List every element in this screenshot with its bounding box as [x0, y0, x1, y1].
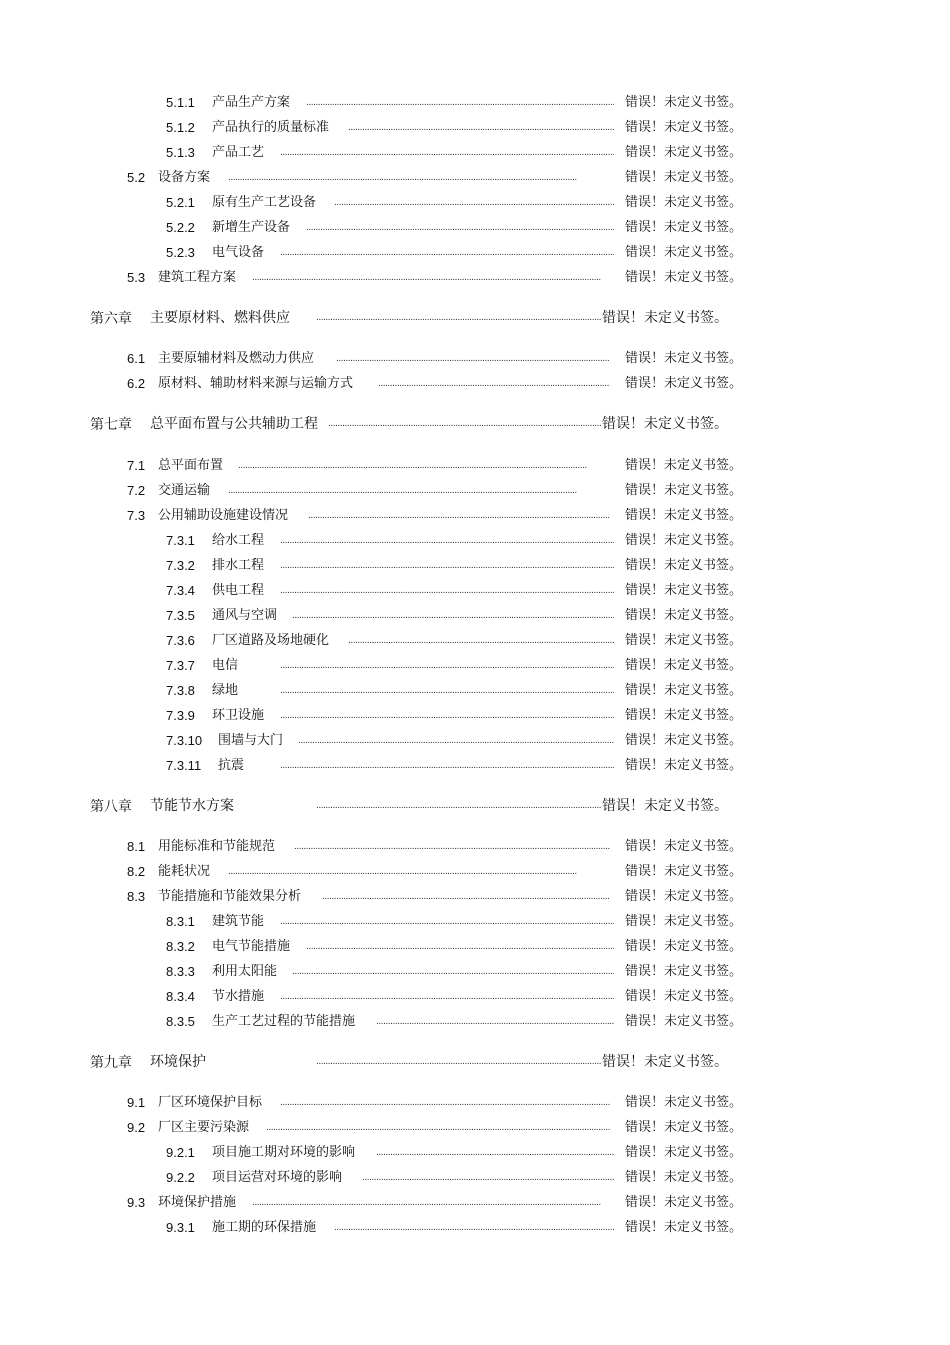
- toc-page-reference: 错误！未定义书签。: [625, 964, 743, 979]
- toc-entry-number: 9.2.1: [166, 1145, 195, 1160]
- toc-entry-number: 8.3.3: [166, 964, 195, 979]
- toc-leader-dots: [280, 756, 614, 776]
- toc-page-reference: 错误！未定义书签。: [625, 839, 743, 854]
- toc-page-reference: 错误！未定义书签。: [625, 245, 743, 260]
- toc-entry[interactable]: [0, 706, 950, 726]
- toc-page-reference: 错误！未定义书签。: [625, 708, 743, 723]
- toc-entry-number: 8.2: [127, 864, 146, 879]
- toc-leader-dots: [336, 349, 610, 369]
- toc-leader-dots: [280, 706, 614, 726]
- toc-page-reference: 错误！未定义书签。: [625, 1220, 743, 1235]
- toc-entry[interactable]: [0, 631, 950, 651]
- toc-entry-number: 5.2.3: [166, 245, 195, 260]
- toc-entry[interactable]: [0, 218, 950, 238]
- toc-page-reference: 错误！未定义书签。: [625, 989, 743, 1004]
- toc-entry-title: 原材料、辅助材料来源与运输方式: [158, 376, 354, 391]
- toc-chapter-entry[interactable]: [0, 1052, 950, 1072]
- toc-leader-dots: [228, 862, 610, 882]
- toc-entry[interactable]: [0, 1218, 950, 1238]
- toc-entry-title: 施工期的环保措施: [212, 1220, 317, 1235]
- toc-page-reference: 错误！未定义书签。: [625, 1170, 743, 1185]
- toc-leader-dots: [334, 193, 614, 213]
- toc-entry-title: 排水工程: [212, 558, 265, 573]
- toc-entry-number: 5.2.1: [166, 195, 195, 210]
- toc-entry-number: 5.1.1: [166, 95, 195, 110]
- toc-entry-title: 产品执行的质量标准: [212, 120, 330, 135]
- toc-page-reference: 错误！未定义书签。: [625, 508, 743, 523]
- toc-leader-dots: [266, 1118, 610, 1138]
- toc-entry[interactable]: [0, 556, 950, 576]
- toc-leader-dots: [280, 912, 614, 932]
- toc-page-reference: 错误！未定义书签。: [625, 533, 743, 548]
- toc-entry-title: 电气设备: [212, 245, 265, 260]
- toc-chapter-entry[interactable]: [0, 414, 950, 434]
- toc-leader-dots: [280, 1093, 610, 1113]
- toc-entry-title: 节能节水方案: [150, 798, 234, 814]
- toc-entry-number: 7.3.11: [166, 758, 202, 773]
- toc-page-reference: 错误！未定义书签。: [602, 416, 728, 432]
- toc-entry-number: 5.3: [127, 270, 146, 285]
- toc-leader-dots: [306, 218, 614, 238]
- toc-entry[interactable]: [0, 118, 950, 138]
- toc-entry[interactable]: [0, 862, 950, 882]
- toc-entry-title: 环境保护措施: [158, 1195, 237, 1210]
- toc-leader-dots: [280, 681, 614, 701]
- toc-entry-title: 项目施工期对环境的影响: [212, 1145, 356, 1160]
- toc-leader-dots: [316, 308, 602, 328]
- toc-entry-title: 环卫设施: [212, 708, 265, 723]
- toc-entry-number: 9.1: [127, 1095, 146, 1110]
- toc-page-reference: 错误！未定义书签。: [625, 758, 743, 773]
- toc-entry[interactable]: [0, 756, 950, 776]
- toc-leader-dots: [280, 143, 614, 163]
- toc-page-reference: 错误！未定义书签。: [625, 1120, 743, 1135]
- toc-entry[interactable]: [0, 912, 950, 932]
- toc-entry-number: 9.2: [127, 1120, 146, 1135]
- toc-entry[interactable]: [0, 1193, 950, 1213]
- toc-page-reference: 错误！未定义书签。: [625, 170, 743, 185]
- toc-entry-number: 5.2: [127, 170, 146, 185]
- toc-leader-dots: [280, 531, 614, 551]
- toc-leader-dots: [298, 731, 614, 751]
- toc-page-reference: 错误！未定义书签。: [625, 658, 743, 673]
- toc-entry[interactable]: [0, 243, 950, 263]
- toc-page-reference: 错误！未定义书签。: [602, 1054, 728, 1070]
- toc-entry-title: 通风与空调: [212, 608, 278, 623]
- toc-page-reference: 错误！未定义书签。: [602, 310, 728, 326]
- toc-entry-title: 环境保护: [150, 1054, 206, 1070]
- toc-page-reference: 错误！未定义书签。: [625, 864, 743, 879]
- toc-page-reference: 错误！未定义书签。: [625, 376, 743, 391]
- toc-page-reference: 错误！未定义书签。: [625, 1145, 743, 1160]
- toc-entry[interactable]: [0, 268, 950, 288]
- toc-leader-dots: [238, 456, 610, 476]
- toc-entry-number: 9.3: [127, 1195, 146, 1210]
- toc-page-reference: 错误！未定义书签。: [625, 1014, 743, 1029]
- toc-entry[interactable]: [0, 1118, 950, 1138]
- toc-entry-title: 新增生产设备: [212, 220, 291, 235]
- toc-entry[interactable]: [0, 143, 950, 163]
- toc-entry-title: 厂区道路及场地硬化: [212, 633, 330, 648]
- toc-leader-dots: [280, 581, 614, 601]
- toc-page-reference: 错误！未定义书签。: [625, 220, 743, 235]
- toc-entry-number: 第八章: [90, 798, 132, 814]
- toc-entry-title: 绿地: [212, 683, 239, 698]
- toc-leader-dots: [306, 937, 614, 957]
- toc-chapter-entry[interactable]: [0, 308, 950, 328]
- toc-entry[interactable]: [0, 1143, 950, 1163]
- toc-leader-dots: [280, 987, 614, 1007]
- toc-entry-number: 7.3.8: [166, 683, 195, 698]
- toc-entry-number: 7.3.5: [166, 608, 195, 623]
- toc-page-reference: 错误！未定义书签。: [625, 145, 743, 160]
- toc-entry[interactable]: [0, 1168, 950, 1188]
- toc-entry[interactable]: [0, 606, 950, 626]
- toc-entry-title: 主要原材料、燃料供应: [150, 310, 290, 326]
- toc-entry-number: 6.2: [127, 376, 146, 391]
- toc-page-reference: 错误！未定义书签。: [625, 608, 743, 623]
- toc-leader-dots: [292, 606, 614, 626]
- toc-entry-title: 产品工艺: [212, 145, 265, 160]
- toc-leader-dots: [334, 1218, 614, 1238]
- toc-page-reference: 错误！未定义书签。: [602, 798, 728, 814]
- toc-entry-number: 7.3.2: [166, 558, 195, 573]
- toc-leader-dots: [228, 168, 610, 188]
- toc-entry[interactable]: [0, 506, 950, 526]
- toc-entry-number: 5.1.3: [166, 145, 195, 160]
- toc-entry-title: 建筑节能: [212, 914, 265, 929]
- toc-leader-dots: [306, 93, 614, 113]
- toc-entry-number: 7.1: [127, 458, 146, 473]
- toc-entry-title: 总平面布置: [158, 458, 224, 473]
- toc-page-reference: 错误！未定义书签。: [625, 95, 743, 110]
- toc-page-reference: 错误！未定义书签。: [625, 1195, 743, 1210]
- toc-leader-dots: [316, 1052, 602, 1072]
- toc-entry-title: 利用太阳能: [212, 964, 278, 979]
- toc-page-reference: 错误！未定义书签。: [625, 351, 743, 366]
- toc-leader-dots: [292, 962, 614, 982]
- toc-leader-dots: [280, 556, 614, 576]
- toc-entry-title: 交通运输: [158, 483, 211, 498]
- toc-entry-title: 电信: [212, 658, 239, 673]
- toc-page-reference: 错误！未定义书签。: [625, 939, 743, 954]
- toc-entry-number: 6.1: [127, 351, 146, 366]
- toc-entry[interactable]: [0, 93, 950, 113]
- toc-entry-number: 7.3.1: [166, 533, 195, 548]
- toc-leader-dots: [362, 1168, 614, 1188]
- toc-page-reference: 错误！未定义书签。: [625, 914, 743, 929]
- toc-entry-number: 第九章: [90, 1054, 132, 1070]
- toc-entry-number: 7.3.7: [166, 658, 195, 673]
- toc-entry-number: 8.3.4: [166, 989, 195, 1004]
- toc-entry-number: 8.3.5: [166, 1014, 195, 1029]
- toc-page-reference: 错误！未定义书签。: [625, 458, 743, 473]
- toc-entry-title: 围墙与大门: [218, 733, 284, 748]
- toc-leader-dots: [228, 481, 610, 501]
- toc-entry-number: 7.3.6: [166, 633, 195, 648]
- toc-entry-title: 能耗状况: [158, 864, 211, 879]
- toc-entry-number: 9.3.1: [166, 1220, 195, 1235]
- toc-entry[interactable]: [0, 581, 950, 601]
- toc-entry[interactable]: [0, 731, 950, 751]
- toc-entry-title: 供电工程: [212, 583, 265, 598]
- toc-entry-title: 原有生产工艺设备: [212, 195, 317, 210]
- toc-entry-title: 设备方案: [158, 170, 211, 185]
- toc-entry[interactable]: [0, 656, 950, 676]
- toc-entry-title: 用能标准和节能规范: [158, 839, 276, 854]
- toc-page-reference: 错误！未定义书签。: [625, 120, 743, 135]
- toc-entry-title: 厂区环境保护目标: [158, 1095, 263, 1110]
- toc-entry-number: 8.3: [127, 889, 146, 904]
- toc-leader-dots: [376, 1012, 614, 1032]
- toc-page-reference: 错误！未定义书签。: [625, 683, 743, 698]
- toc-entry-number: 7.3.10: [166, 733, 203, 748]
- toc-entry-number: 8.3.2: [166, 939, 195, 954]
- toc-entry-number: 8.1: [127, 839, 146, 854]
- toc-entry[interactable]: [0, 1012, 950, 1032]
- toc-page-reference: 错误！未定义书签。: [625, 583, 743, 598]
- toc-page-reference: 错误！未定义书签。: [625, 195, 743, 210]
- toc-page-reference: 错误！未定义书签。: [625, 558, 743, 573]
- toc-entry-title: 生产工艺过程的节能措施: [212, 1014, 356, 1029]
- toc-entry-number: 5.2.2: [166, 220, 195, 235]
- toc-entry-number: 7.3: [127, 508, 146, 523]
- toc-leader-dots: [316, 796, 602, 816]
- toc-leader-dots: [308, 506, 610, 526]
- toc-leader-dots: [280, 656, 614, 676]
- toc-page-reference: 错误！未定义书签。: [625, 1095, 743, 1110]
- toc-entry[interactable]: [0, 887, 950, 907]
- toc-entry-title: 总平面布置与公共辅助工程: [150, 416, 318, 432]
- toc-entry-number: 5.1.2: [166, 120, 195, 135]
- toc-entry-number: 8.3.1: [166, 914, 195, 929]
- toc-entry[interactable]: [0, 168, 950, 188]
- toc-entry-number: 7.3.4: [166, 583, 195, 598]
- toc-entry[interactable]: [0, 531, 950, 551]
- toc-page-reference: 错误！未定义书签。: [625, 633, 743, 648]
- toc-entry[interactable]: [0, 962, 950, 982]
- toc-leader-dots: [328, 414, 602, 434]
- toc-entry[interactable]: [0, 193, 950, 213]
- toc-page-reference: 错误！未定义书签。: [625, 270, 743, 285]
- toc-entry[interactable]: [0, 937, 950, 957]
- toc-leader-dots: [280, 243, 614, 263]
- toc-page-reference: 错误！未定义书签。: [625, 733, 743, 748]
- toc-entry-number: 7.3.9: [166, 708, 195, 723]
- toc-entry-title: 节水措施: [212, 989, 265, 1004]
- toc-entry-title: 节能措施和节能效果分析: [158, 889, 302, 904]
- toc-page-reference: 错误！未定义书签。: [625, 483, 743, 498]
- toc-leader-dots: [252, 1193, 610, 1213]
- toc-page-reference: 错误！未定义书签。: [625, 889, 743, 904]
- toc-entry-title: 公用辅助设施建设情况: [158, 508, 289, 523]
- toc-entry-title: 主要原辅材料及燃动力供应: [158, 351, 315, 366]
- toc-entry-number: 第六章: [90, 310, 132, 326]
- toc-entry[interactable]: [0, 481, 950, 501]
- toc-entry[interactable]: [0, 837, 950, 857]
- toc-entry-title: 给水工程: [212, 533, 265, 548]
- toc-leader-dots: [322, 887, 610, 907]
- toc-leader-dots: [348, 118, 614, 138]
- toc-entry[interactable]: [0, 349, 950, 369]
- toc-chapter-entry[interactable]: [0, 796, 950, 816]
- toc-entry[interactable]: [0, 681, 950, 701]
- toc-entry-title: 产品生产方案: [212, 95, 291, 110]
- toc-entry-title: 厂区主要污染源: [158, 1120, 250, 1135]
- toc-entry-title: 项目运营对环境的影响: [212, 1170, 343, 1185]
- toc-leader-dots: [348, 631, 614, 651]
- toc-entry-title: 电气节能措施: [212, 939, 291, 954]
- toc-leader-dots: [378, 374, 610, 394]
- toc-leader-dots: [376, 1143, 614, 1163]
- toc-entry[interactable]: [0, 374, 950, 394]
- toc-entry-title: 建筑工程方案: [158, 270, 237, 285]
- toc-entry-number: 7.2: [127, 483, 146, 498]
- toc-leader-dots: [252, 268, 610, 288]
- toc-entry-title: 抗震: [218, 758, 245, 773]
- toc-entry[interactable]: [0, 456, 950, 476]
- toc-leader-dots: [294, 837, 610, 857]
- toc-entry[interactable]: [0, 1093, 950, 1113]
- toc-entry-number: 9.2.2: [166, 1170, 195, 1185]
- toc-entry[interactable]: [0, 987, 950, 1007]
- toc-entry-number: 第七章: [90, 416, 132, 432]
